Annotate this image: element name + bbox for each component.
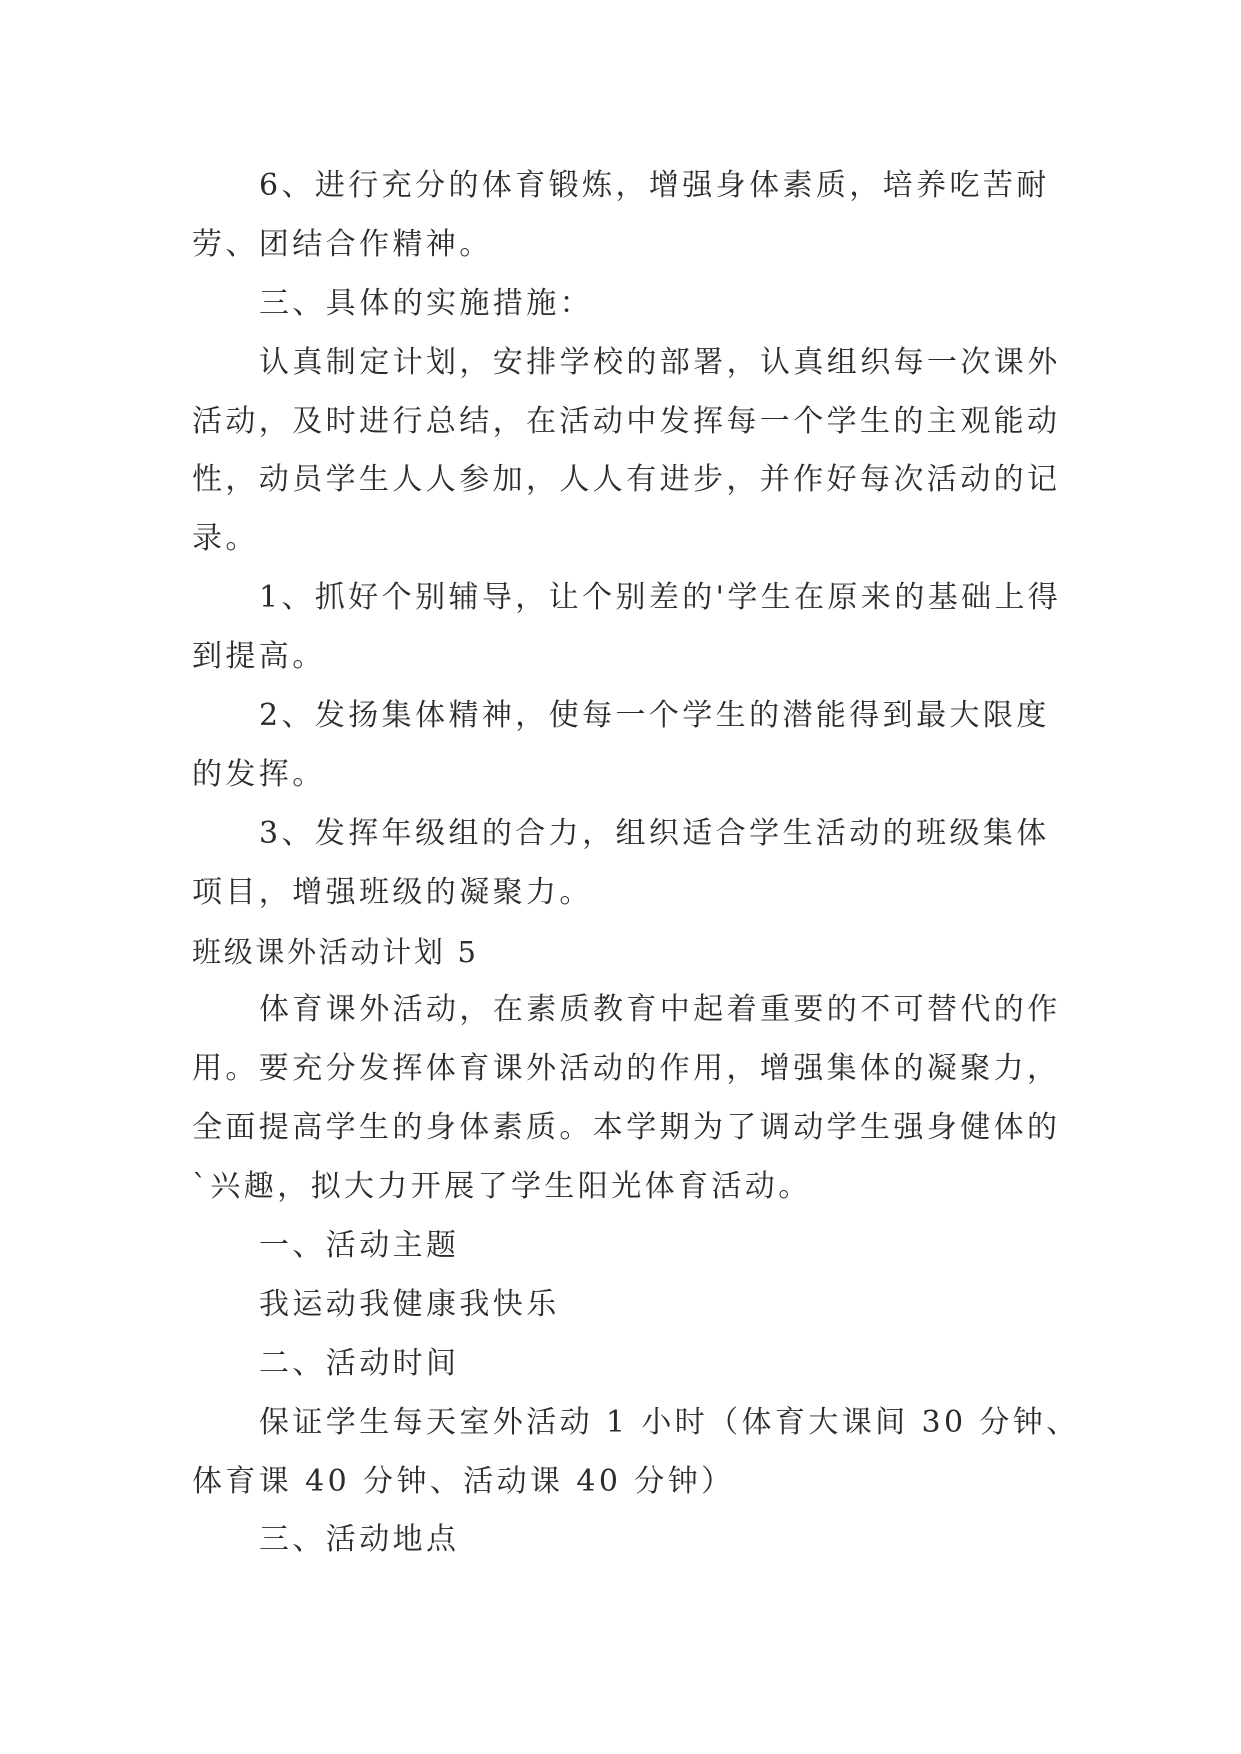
paragraph-line: 我运动我健康我快乐 <box>259 1286 560 1322</box>
paragraph-line: 全面提高学生的身体素质。本学期为了调动学生强身健体的 <box>192 1110 1061 1146</box>
document-body <box>192 157 1092 1570</box>
paragraph <box>192 1511 1092 1570</box>
paragraph-line: 2、发扬集体精神，使每一个学生的潜能得到最大限度 <box>259 698 1050 734</box>
paragraph <box>192 805 1092 923</box>
paragraph <box>192 569 1092 687</box>
paragraph-line: 保证学生每天室外活动 1 小时（体育大课间 30 分钟、 <box>259 1404 1080 1440</box>
paragraph-line: 6、进行充分的体育锻炼，增强身体素质，培养吃苦耐 <box>259 168 1050 203</box>
paragraph <box>192 1335 1092 1394</box>
paragraph-line: 1、抓好个别辅导，让个别差的'学生在原来的基础上得 <box>259 580 1062 616</box>
paragraph <box>192 157 1092 275</box>
paragraph-line: 的发挥。 <box>192 756 326 792</box>
paragraph-line: 性，动员学生人人参加，人人有进步，并作好每次活动的记 <box>192 462 1061 498</box>
paragraph <box>192 1217 1092 1276</box>
paragraph-line: 二、活动时间 <box>259 1345 460 1381</box>
paragraph-line: 劳、团结合作精神。 <box>192 226 493 262</box>
paragraph-line: 项目，增强班级的凝聚力。 <box>192 874 593 910</box>
paragraph <box>192 981 1092 1217</box>
paragraph-line: `兴趣，拟大力开展了学生阳光体育活动。 <box>192 1169 812 1205</box>
paragraph-line: 到提高。 <box>192 639 326 675</box>
paragraph-line: 用。要充分发挥体育课外活动的作用，增强集体的凝聚力， <box>192 1051 1061 1087</box>
paragraph-line: 三、具体的实施措施： <box>259 285 593 321</box>
paragraph-line: 体育课 40 分钟、活动课 40 分钟） <box>192 1463 735 1499</box>
paragraph-line: 认真制定计划，安排学校的部署，认真组织每一次课外 <box>259 344 1061 380</box>
paragraph-line: 录。 <box>192 521 259 557</box>
paragraph-line: 一、活动主题 <box>259 1228 460 1264</box>
paragraph-line: 三、活动地点 <box>259 1522 460 1558</box>
paragraph-line: 活动，及时进行总结，在活动中发挥每一个学生的主观能动 <box>192 403 1061 439</box>
paragraph <box>192 275 1092 334</box>
section-heading: 班级课外活动计划 5 <box>192 934 479 969</box>
paragraph <box>192 1276 1092 1335</box>
paragraph-line: 体育课外活动，在素质教育中起着重要的不可替代的作 <box>259 992 1061 1028</box>
paragraph <box>192 1394 1092 1512</box>
paragraph <box>192 334 1092 570</box>
paragraph-line: 3、发挥年级组的合力，组织适合学生活动的班级集体 <box>259 815 1050 851</box>
paragraph <box>192 687 1092 805</box>
